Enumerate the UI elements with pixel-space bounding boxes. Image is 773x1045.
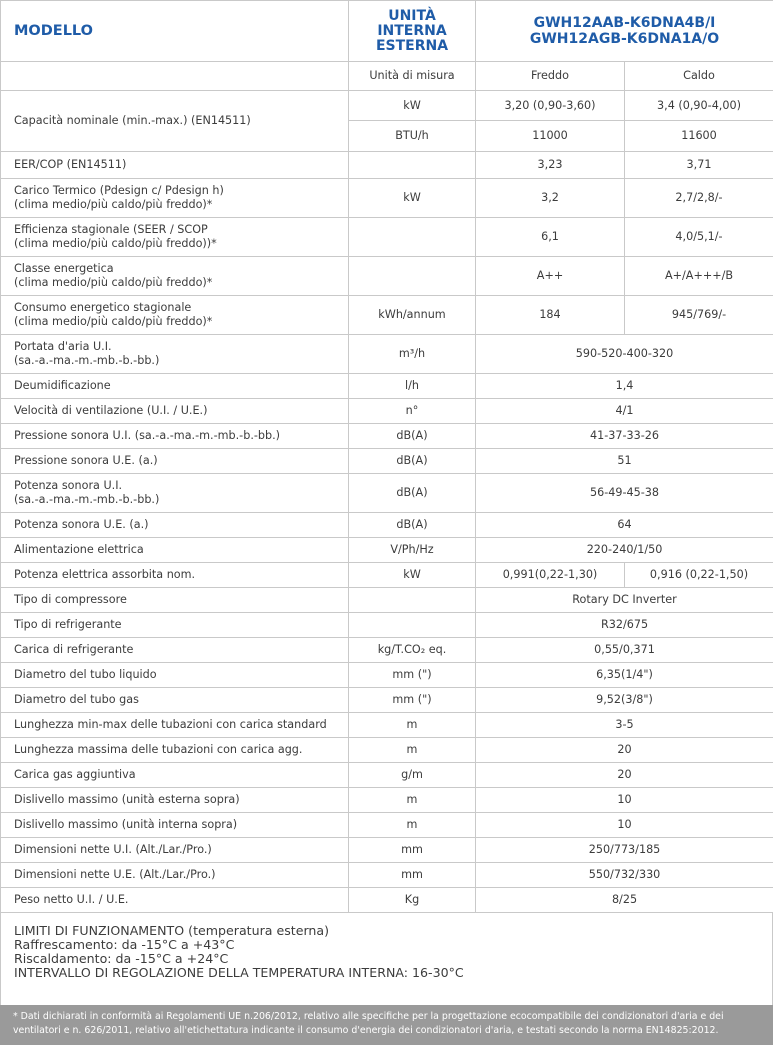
- row-label-line: Consumo energetico stagionale: [14, 301, 344, 315]
- row-value-cooling: 3,2: [476, 179, 625, 218]
- unit-of-measure-heading: Unità di misura: [349, 62, 476, 91]
- row-label: [1, 763, 349, 788]
- row-unit: n°: [349, 399, 476, 424]
- row-value-cooling: A++: [476, 257, 625, 296]
- row-label: [1, 613, 349, 638]
- subheader-row: [1, 62, 773, 91]
- capacity-heat-kw: 3,4 (0,90-4,00): [625, 91, 773, 121]
- row-unit: mm: [349, 863, 476, 888]
- row-value-heating: 4,0/5,1/-: [625, 218, 773, 257]
- footnote: * Dati dichiarati in conformità ai Regolamenti UE n.206/2012, relativo alle specifiche per la progettazione ecocompatibile dei condizionatori d'aria e dei ventilatori e n. 626/2011, relativo all'etichettatura indicante il consumo d'energia dei condizionatori d'aria, e testati secondo la norma EN14825:2012.: [0, 1005, 773, 1045]
- table-row: [1, 335, 773, 374]
- row-label: [1, 218, 349, 257]
- table-row: [1, 152, 773, 179]
- table-row: [1, 888, 773, 913]
- table-row: [1, 863, 773, 888]
- table-row: [1, 513, 773, 538]
- row-value: 0,55/0,371: [476, 638, 773, 663]
- row-label-line: Pressione sonora U.E. (a.): [14, 454, 344, 468]
- row-label: [1, 588, 349, 613]
- row-label-line: Tipo di compressore: [14, 593, 344, 607]
- row-label-line: (clima medio/più caldo/più freddo))*: [14, 237, 344, 251]
- row-label: [1, 563, 349, 588]
- capacity-unit-btu: BTU/h: [349, 121, 476, 152]
- capacity-heat-btu: 11600: [625, 121, 773, 152]
- row-value: 250/773/185: [476, 838, 773, 863]
- capacity-label: Capacità nominale (min.-max.) (EN14511): [1, 91, 349, 152]
- row-value-heating: 2,7/2,8/-: [625, 179, 773, 218]
- row-label: [1, 813, 349, 838]
- table-row: [1, 563, 773, 588]
- row-value: 1,4: [476, 374, 773, 399]
- table-row: [1, 474, 773, 513]
- row-label-line: Deumidificazione: [14, 379, 344, 393]
- row-value: 9,52(3/8"): [476, 688, 773, 713]
- limits-cooling: Raffrescamento: da -15°C a +43°C: [14, 938, 772, 952]
- model-label: MODELLO: [1, 1, 349, 62]
- row-unit: m: [349, 788, 476, 813]
- table-row: [1, 763, 773, 788]
- limits-heating: Riscaldamento: da -15°C a +24°C: [14, 952, 772, 966]
- table-row: [1, 613, 773, 638]
- row-label: [1, 257, 349, 296]
- row-label-line: Peso netto U.I. / U.E.: [14, 893, 344, 907]
- row-label-line: (clima medio/più caldo/più freddo)*: [14, 315, 344, 329]
- capacity-cool-kw: 3,20 (0,90-3,60): [476, 91, 625, 121]
- row-value: 64: [476, 513, 773, 538]
- table-row: [1, 813, 773, 838]
- row-label-line: (clima medio/più caldo/più freddo)*: [14, 276, 344, 290]
- row-label: [1, 688, 349, 713]
- row-unit: l/h: [349, 374, 476, 399]
- table-row: [1, 374, 773, 399]
- row-label: [1, 474, 349, 513]
- heating-heading: Caldo: [625, 62, 773, 91]
- capacity-unit-kw: kW: [349, 91, 476, 121]
- header-row: [1, 1, 773, 62]
- row-unit: kW: [349, 563, 476, 588]
- row-label: [1, 152, 349, 179]
- row-label: [1, 179, 349, 218]
- limits-title: LIMITI DI FUNZIONAMENTO (temperatura esterna): [14, 924, 772, 938]
- row-label-line: Classe energetica: [14, 262, 344, 276]
- row-label-line: Diametro del tubo liquido: [14, 668, 344, 682]
- unit-type-heading: [349, 1, 476, 62]
- row-label-line: Velocità di ventilazione (U.I. / U.E.): [14, 404, 344, 418]
- row-label-line: Potenza sonora U.E. (a.): [14, 518, 344, 532]
- row-label-line: Dislivello massimo (unità esterna sopra): [14, 793, 344, 807]
- row-value: 590-520-400-320: [476, 335, 773, 374]
- row-value: 51: [476, 449, 773, 474]
- row-unit: mm: [349, 838, 476, 863]
- row-unit: kW: [349, 179, 476, 218]
- row-unit: g/m: [349, 763, 476, 788]
- model-codes: [476, 1, 773, 62]
- model-code-indoor: GWH12AAB-K6DNA4B/I: [480, 15, 769, 31]
- table-row: [1, 588, 773, 613]
- row-label-line: Potenza elettrica assorbita nom.: [14, 568, 344, 582]
- row-unit: [349, 588, 476, 613]
- table-row: [1, 296, 773, 335]
- model-code-outdoor: GWH12AGB-K6DNA1A/O: [480, 31, 769, 47]
- operating-limits: [0, 913, 773, 1005]
- row-unit: mm ("): [349, 688, 476, 713]
- row-label-line: (clima medio/più caldo/più freddo)*: [14, 198, 344, 212]
- row-label: [1, 713, 349, 738]
- capacity-row-kw: [1, 91, 773, 121]
- row-value-cooling: 6,1: [476, 218, 625, 257]
- table-row: [1, 449, 773, 474]
- table-row: [1, 788, 773, 813]
- row-value: 41-37-33-26: [476, 424, 773, 449]
- row-label-line: Lunghezza massima delle tubazioni con carica agg.: [14, 743, 344, 757]
- row-unit: Kg: [349, 888, 476, 913]
- row-label-line: Carica di refrigerante: [14, 643, 344, 657]
- row-label: [1, 296, 349, 335]
- table-row: [1, 257, 773, 296]
- table-row: [1, 538, 773, 563]
- row-label: [1, 399, 349, 424]
- row-value-cooling: 3,23: [476, 152, 625, 179]
- row-unit: dB(A): [349, 424, 476, 449]
- row-label: [1, 888, 349, 913]
- row-label-line: EER/COP (EN14511): [14, 158, 344, 172]
- row-value: 20: [476, 738, 773, 763]
- limits-interval: INTERVALLO DI REGOLAZIONE DELLA TEMPERATURA INTERNA: 16-30°C: [14, 966, 772, 980]
- row-label-line: Lunghezza min-max delle tubazioni con carica standard: [14, 718, 344, 732]
- row-unit: mm ("): [349, 663, 476, 688]
- table-row: [1, 399, 773, 424]
- row-unit: [349, 613, 476, 638]
- row-label-line: Carica gas aggiuntiva: [14, 768, 344, 782]
- row-unit: [349, 218, 476, 257]
- row-label-line: Efficienza stagionale (SEER / SCOP: [14, 223, 344, 237]
- unit-line-3: ESTERNA: [353, 39, 471, 54]
- row-unit: [349, 257, 476, 296]
- row-value-heating: 3,71: [625, 152, 773, 179]
- row-value-heating: 945/769/-: [625, 296, 773, 335]
- row-label: [1, 863, 349, 888]
- row-label: [1, 788, 349, 813]
- row-label-line: Diametro del tubo gas: [14, 693, 344, 707]
- unit-line-2: INTERNA: [353, 24, 471, 39]
- row-value-heating: A+/A+++/B: [625, 257, 773, 296]
- table-row: [1, 663, 773, 688]
- row-unit: m: [349, 813, 476, 838]
- row-value: 8/25: [476, 888, 773, 913]
- row-unit: m: [349, 738, 476, 763]
- table-row: [1, 638, 773, 663]
- row-label: [1, 513, 349, 538]
- row-value: Rotary DC Inverter: [476, 588, 773, 613]
- row-value: 10: [476, 788, 773, 813]
- row-value: 56-49-45-38: [476, 474, 773, 513]
- row-unit: dB(A): [349, 513, 476, 538]
- row-label-line: Dislivello massimo (unità interna sopra): [14, 818, 344, 832]
- row-label: [1, 538, 349, 563]
- row-unit: V/Ph/Hz: [349, 538, 476, 563]
- row-label-line: Potenza sonora U.I.: [14, 479, 344, 493]
- row-unit: dB(A): [349, 474, 476, 513]
- row-unit: dB(A): [349, 449, 476, 474]
- row-unit: m: [349, 713, 476, 738]
- table-row: [1, 713, 773, 738]
- row-label: [1, 424, 349, 449]
- table-row: [1, 688, 773, 713]
- row-label: [1, 449, 349, 474]
- row-value: 6,35(1/4"): [476, 663, 773, 688]
- table-row: [1, 218, 773, 257]
- row-label: [1, 838, 349, 863]
- row-label: [1, 738, 349, 763]
- row-value-heating: 0,916 (0,22-1,50): [625, 563, 773, 588]
- row-value-cooling: 0,991(0,22-1,30): [476, 563, 625, 588]
- row-unit: kWh/annum: [349, 296, 476, 335]
- row-label-line: Portata d'aria U.I.: [14, 340, 344, 354]
- capacity-cool-btu: 11000: [476, 121, 625, 152]
- row-label: [1, 663, 349, 688]
- row-label-line: Tipo di refrigerante: [14, 618, 344, 632]
- row-label-line: (sa.-a.-ma.-m.-mb.-b.-bb.): [14, 493, 344, 507]
- row-label: [1, 638, 349, 663]
- row-label-line: Dimensioni nette U.I. (Alt./Lar./Pro.): [14, 843, 344, 857]
- row-unit: kg/T.CO₂ eq.: [349, 638, 476, 663]
- row-value: 550/732/330: [476, 863, 773, 888]
- unit-line-1: UNITÀ: [353, 9, 471, 24]
- row-value: 20: [476, 763, 773, 788]
- row-label-line: (sa.-a.-ma.-m.-mb.-b.-bb.): [14, 354, 344, 368]
- cooling-heading: Freddo: [476, 62, 625, 91]
- table-row: [1, 738, 773, 763]
- row-unit: m³/h: [349, 335, 476, 374]
- row-label: [1, 374, 349, 399]
- row-value: 4/1: [476, 399, 773, 424]
- row-label-line: Pressione sonora U.I. (sa.-a.-ma.-m.-mb.-b.-bb.): [14, 429, 344, 443]
- row-value: 220-240/1/50: [476, 538, 773, 563]
- row-unit: [349, 152, 476, 179]
- table-row: [1, 424, 773, 449]
- row-label: [1, 335, 349, 374]
- row-value: 3-5: [476, 713, 773, 738]
- row-value: 10: [476, 813, 773, 838]
- row-label-line: Carico Termico (Pdesign c/ Pdesign h): [14, 184, 344, 198]
- table-row: [1, 179, 773, 218]
- row-label-line: Alimentazione elettrica: [14, 543, 344, 557]
- row-value-cooling: 184: [476, 296, 625, 335]
- row-label-line: Dimensioni nette U.E. (Alt./Lar./Pro.): [14, 868, 344, 882]
- table-row: [1, 838, 773, 863]
- empty-cell: [1, 62, 349, 91]
- row-value: R32/675: [476, 613, 773, 638]
